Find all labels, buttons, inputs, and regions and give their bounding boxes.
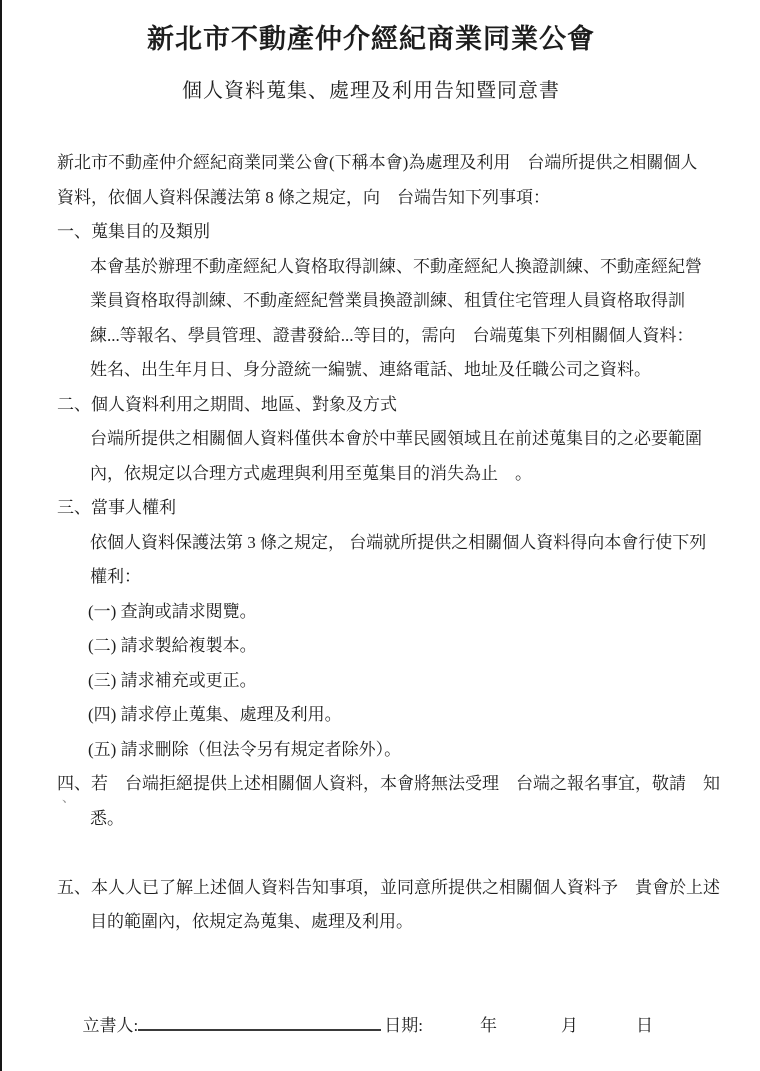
signature-blank-line	[138, 1012, 381, 1031]
section1-heading: 一、蒐集目的及類別	[57, 222, 210, 241]
intro-line-1: 新北市不動產仲介經紀商業同業公會(下稱本會)為處理及利用 台端所提供之相關個人	[57, 153, 698, 172]
section1-body-line: 練...等報名、學員管理、證書發給...等目的，需向 台端蒐集下列相關個人資料：	[90, 325, 694, 345]
intro-line-2: 資料，依個人資料保護法第 8 條之規定，向 台端告知下列事項：	[57, 187, 550, 207]
year-label: 年	[479, 1015, 497, 1035]
section5-line-1: 五、本人人已了解上述個人資料告知事項，並同意所提供之相關個人資料予 貴會於上述	[57, 877, 720, 897]
spacer-line	[57, 940, 737, 975]
date-label: 日期:	[384, 1015, 423, 1035]
signer-label: 立書人:	[82, 1015, 139, 1035]
section3-body-line: 依個人資料保護法第 3 條之規定， 台端就所提供之相關個人資料得向本會行使下列	[90, 532, 707, 552]
section1-body-line: 本會基於辦理不動產經紀人資格取得訓練、不動產經紀人換證訓練、不動產經紀營	[90, 256, 702, 276]
section3-body-line: 權利：	[90, 567, 141, 586]
spacer-line	[57, 836, 737, 871]
section3-heading: 三、當事人權利	[57, 498, 176, 517]
section1-body-line: 姓名、出生年月日、身分證統一編號、連絡電話、地址及任職公司之資料。	[90, 360, 651, 379]
rights-list-item-4: (四) 請求停止蒐集、處理及利用。	[88, 705, 342, 724]
section4-line-2: 悉。	[90, 808, 124, 828]
scan-speckle-artifact: 、	[62, 790, 76, 805]
rights-list-item-2: (二) 請求製給複製本。	[88, 636, 257, 655]
section4-line-1: 四、若 台端拒絕提供上述相關個人資料，本會將無法受理 台端之報名事宜，敬請 知	[57, 774, 720, 793]
signature-row	[57, 974, 737, 1035]
month-label: 月	[560, 1015, 578, 1035]
section2-body-line: 內，依規定以合理方式處理與利用至蒐集目的消失為止 。	[90, 463, 532, 483]
scan-edge-artifact	[0, 0, 2, 1071]
section2-heading: 二、個人資料利用之期間、地區、對象及方式	[57, 394, 397, 414]
section1-body-line: 業員資格取得訓練、不動產經紀營業員換證訓練、租賃住宅管理人員資格取得訓	[90, 291, 685, 310]
rights-list-item-5: (五) 請求刪除（但法令另有規定者除外）。	[88, 739, 402, 759]
section2-body-line: 台端所提供之相關個人資料僅供本會於中華民國領域且在前述蒐集目的之必要範圍	[90, 429, 702, 448]
rights-list-item-1: (一) 查詢或請求閱覽。	[88, 601, 257, 621]
page-title: 新北市不動產仲介經紀商業同業公會	[147, 24, 595, 54]
rights-list-item-3: (三) 請求補充或更正。	[88, 670, 257, 690]
page-subtitle: 個人資料蒐集、處理及利用告知暨同意書	[182, 80, 560, 103]
document-body	[57, 146, 737, 1035]
day-label: 日	[635, 1015, 653, 1035]
section5-line-2: 目的範圍內，依規定為蒐集、處理及利用。	[90, 912, 413, 931]
